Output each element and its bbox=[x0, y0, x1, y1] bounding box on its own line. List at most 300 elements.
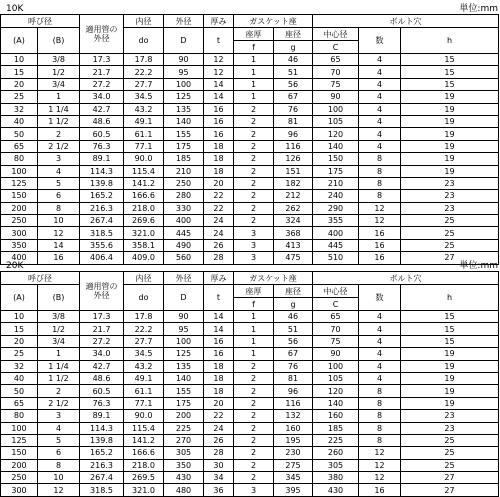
cell-f: 3 bbox=[234, 484, 274, 496]
cell-t: 20 bbox=[204, 397, 234, 409]
cell-c: 400 bbox=[313, 227, 359, 239]
cell-f: 2 bbox=[234, 410, 274, 422]
cell-h: 19 bbox=[401, 348, 499, 360]
cell-f: 1 bbox=[234, 91, 274, 103]
cell-t: 22 bbox=[204, 190, 234, 202]
cell-a: 40 bbox=[1, 115, 38, 127]
cell-a: 150 bbox=[1, 447, 38, 459]
cell-t: 18 bbox=[204, 153, 234, 165]
cell-h: 15 bbox=[401, 54, 499, 66]
cell-c: 100 bbox=[313, 360, 359, 372]
cell-b: 14 bbox=[38, 239, 80, 251]
cell-h: 25 bbox=[401, 434, 499, 446]
cell-t: 18 bbox=[204, 165, 234, 177]
table-row bbox=[1, 103, 499, 115]
cell-b: 1/2 bbox=[38, 323, 80, 335]
cell-c: 185 bbox=[313, 422, 359, 434]
cell-d: 135 bbox=[164, 103, 204, 115]
col-outer-diameter: 外径 bbox=[164, 272, 204, 285]
cell-h: 23 bbox=[401, 202, 499, 214]
cell-d: 140 bbox=[164, 115, 204, 127]
cell-pipe-od: 267.4 bbox=[80, 215, 124, 227]
cell-d: 185 bbox=[164, 153, 204, 165]
cell-d: 225 bbox=[164, 422, 204, 434]
cell-do: 17.8 bbox=[124, 54, 164, 66]
cell-b: 1 1/2 bbox=[38, 372, 80, 384]
cell-pipe-od: 48.6 bbox=[80, 372, 124, 384]
table-row bbox=[1, 140, 499, 152]
table-row bbox=[1, 472, 499, 484]
cell-g: 413 bbox=[274, 239, 313, 251]
col-do: do bbox=[124, 28, 164, 54]
cell-count: 4 bbox=[359, 348, 401, 360]
cell-c: 75 bbox=[313, 78, 359, 90]
cell-pipe-od: 17.3 bbox=[80, 311, 124, 323]
cell-do: 115.4 bbox=[124, 422, 164, 434]
cell-a: 300 bbox=[1, 227, 38, 239]
cell-pipe-od: 89.1 bbox=[80, 153, 124, 165]
cell-b: 1 bbox=[38, 348, 80, 360]
cell-do: 77.1 bbox=[124, 140, 164, 152]
cell-b: 1 1/2 bbox=[38, 115, 80, 127]
cell-do: 61.1 bbox=[124, 385, 164, 397]
col-f: f bbox=[234, 298, 274, 311]
cell-g: 116 bbox=[274, 397, 313, 409]
cell-f: 1 bbox=[234, 311, 274, 323]
col-count: 数 bbox=[359, 285, 401, 311]
cell-c: 150 bbox=[313, 153, 359, 165]
cell-b: 3/4 bbox=[38, 335, 80, 347]
cell-pipe-od: 34.0 bbox=[80, 91, 124, 103]
cell-h: 19 bbox=[401, 128, 499, 140]
col-gasket-seat: ガスケット座 bbox=[234, 272, 313, 285]
cell-b: 2 bbox=[38, 128, 80, 140]
cell-d: 305 bbox=[164, 447, 204, 459]
cell-h: 19 bbox=[401, 91, 499, 103]
cell-f: 2 bbox=[234, 434, 274, 446]
table-row bbox=[1, 153, 499, 165]
cell-g: 212 bbox=[274, 190, 313, 202]
cell-f: 3 bbox=[234, 239, 274, 251]
cell-pipe-od: 17.3 bbox=[80, 54, 124, 66]
table-row bbox=[1, 252, 499, 264]
cell-do: 22.2 bbox=[124, 66, 164, 78]
cell-a: 200 bbox=[1, 459, 38, 471]
cell-b: 10 bbox=[38, 472, 80, 484]
cell-g: 262 bbox=[274, 202, 313, 214]
cell-count: 8 bbox=[359, 434, 401, 446]
cell-g: 46 bbox=[274, 311, 313, 323]
cell-count: 16 bbox=[359, 227, 401, 239]
cell-f: 2 bbox=[234, 177, 274, 189]
cell-f: 3 bbox=[234, 252, 274, 264]
cell-g: 275 bbox=[274, 459, 313, 471]
cell-t: 36 bbox=[204, 484, 234, 496]
col-c: C bbox=[313, 298, 359, 311]
flange-spec-table bbox=[0, 14, 499, 265]
cell-do: 90.0 bbox=[124, 410, 164, 422]
cell-h: 27 bbox=[401, 472, 499, 484]
table-row bbox=[1, 323, 499, 335]
cell-do: 49.1 bbox=[124, 372, 164, 384]
cell-a: 100 bbox=[1, 165, 38, 177]
cell-count: 16 bbox=[359, 239, 401, 251]
cell-pipe-od: 42.7 bbox=[80, 360, 124, 372]
cell-h: 19 bbox=[401, 372, 499, 384]
cell-a: 15 bbox=[1, 323, 38, 335]
cell-t: 14 bbox=[204, 91, 234, 103]
cell-h: 23 bbox=[401, 190, 499, 202]
cell-b: 12 bbox=[38, 484, 80, 496]
cell-g: 51 bbox=[274, 323, 313, 335]
cell-do: 34.5 bbox=[124, 91, 164, 103]
cell-a: 80 bbox=[1, 410, 38, 422]
cell-b: 6 bbox=[38, 447, 80, 459]
cell-b: 5 bbox=[38, 177, 80, 189]
col-a: (A) bbox=[1, 28, 38, 54]
cell-count: 8 bbox=[359, 410, 401, 422]
cell-do: 43.2 bbox=[124, 103, 164, 115]
cell-d: 330 bbox=[164, 202, 204, 214]
cell-count: 8 bbox=[359, 422, 401, 434]
cell-f: 1 bbox=[234, 54, 274, 66]
cell-a: 32 bbox=[1, 360, 38, 372]
cell-d: 200 bbox=[164, 410, 204, 422]
cell-do: 166.6 bbox=[124, 190, 164, 202]
cell-h: 25 bbox=[401, 215, 499, 227]
cell-pipe-od: 165.2 bbox=[80, 190, 124, 202]
cell-d: 250 bbox=[164, 177, 204, 189]
cell-do: 166.6 bbox=[124, 447, 164, 459]
col-inner-diameter: 内径 bbox=[124, 15, 164, 28]
cell-do: 269.6 bbox=[124, 215, 164, 227]
cell-g: 46 bbox=[274, 54, 313, 66]
cell-h: 19 bbox=[401, 360, 499, 372]
cell-a: 80 bbox=[1, 153, 38, 165]
col-outer-diameter: 外径 bbox=[164, 15, 204, 28]
cell-t: 16 bbox=[204, 348, 234, 360]
cell-pipe-od: 318.5 bbox=[80, 484, 124, 496]
cell-a: 20 bbox=[1, 335, 38, 347]
cell-pipe-od: 48.6 bbox=[80, 115, 124, 127]
cell-c: 445 bbox=[313, 239, 359, 251]
cell-do: 43.2 bbox=[124, 360, 164, 372]
cell-h: 19 bbox=[401, 397, 499, 409]
cell-a: 25 bbox=[1, 91, 38, 103]
cell-a: 350 bbox=[1, 239, 38, 251]
cell-g: 81 bbox=[274, 372, 313, 384]
cell-b: 3/8 bbox=[38, 311, 80, 323]
col-seat-diameter: 座径 bbox=[274, 28, 313, 41]
cell-g: 475 bbox=[274, 252, 313, 264]
table-row bbox=[1, 165, 499, 177]
table-row bbox=[1, 91, 499, 103]
cell-do: 321.0 bbox=[124, 227, 164, 239]
cell-do: 115.4 bbox=[124, 165, 164, 177]
cell-c: 65 bbox=[313, 311, 359, 323]
cell-count: 8 bbox=[359, 397, 401, 409]
table-row bbox=[1, 434, 499, 446]
cell-count: 8 bbox=[359, 165, 401, 177]
cell-g: 160 bbox=[274, 422, 313, 434]
cell-c: 210 bbox=[313, 177, 359, 189]
cell-h: 15 bbox=[401, 323, 499, 335]
cell-f: 2 bbox=[234, 472, 274, 484]
cell-d: 350 bbox=[164, 459, 204, 471]
col-bolt-hole: ボルト穴 bbox=[313, 272, 499, 285]
cell-pipe-od: 42.7 bbox=[80, 103, 124, 115]
col-pipe-od-label: 適用管の外径 bbox=[85, 25, 118, 43]
col-thickness: 厚み bbox=[204, 15, 234, 28]
cell-f: 2 bbox=[234, 153, 274, 165]
cell-g: 324 bbox=[274, 215, 313, 227]
cell-count: 4 bbox=[359, 103, 401, 115]
cell-d: 480 bbox=[164, 484, 204, 496]
cell-g: 116 bbox=[274, 140, 313, 152]
cell-count: 16 bbox=[359, 252, 401, 264]
cell-d: 90 bbox=[164, 311, 204, 323]
cell-a: 300 bbox=[1, 484, 38, 496]
cell-pipe-od: 165.2 bbox=[80, 447, 124, 459]
cell-b: 12 bbox=[38, 227, 80, 239]
cell-a: 50 bbox=[1, 128, 38, 140]
cell-b: 3 bbox=[38, 153, 80, 165]
cell-do: 269.5 bbox=[124, 472, 164, 484]
cell-h: 23 bbox=[401, 410, 499, 422]
cell-g: 96 bbox=[274, 128, 313, 140]
unit-label: 単位:mm bbox=[459, 4, 498, 14]
cell-g: 126 bbox=[274, 153, 313, 165]
cell-c: 430 bbox=[313, 484, 359, 496]
cell-h: 15 bbox=[401, 78, 499, 90]
cell-pipe-od: 60.5 bbox=[80, 128, 124, 140]
cell-d: 95 bbox=[164, 66, 204, 78]
cell-t: 24 bbox=[204, 227, 234, 239]
cell-t: 12 bbox=[204, 54, 234, 66]
cell-pipe-od: 267.4 bbox=[80, 472, 124, 484]
cell-count: 4 bbox=[359, 115, 401, 127]
cell-t: 18 bbox=[204, 140, 234, 152]
cell-count: 4 bbox=[359, 372, 401, 384]
cell-b: 4 bbox=[38, 422, 80, 434]
cell-c: 105 bbox=[313, 372, 359, 384]
cell-a: 10 bbox=[1, 311, 38, 323]
cell-count: 8 bbox=[359, 385, 401, 397]
cell-b: 3/8 bbox=[38, 54, 80, 66]
cell-b: 1/2 bbox=[38, 66, 80, 78]
table-row bbox=[1, 484, 499, 496]
cell-t: 26 bbox=[204, 434, 234, 446]
cell-do: 17.8 bbox=[124, 311, 164, 323]
cell-g: 195 bbox=[274, 434, 313, 446]
cell-t: 20 bbox=[204, 177, 234, 189]
cell-c: 90 bbox=[313, 91, 359, 103]
table-row bbox=[1, 190, 499, 202]
cell-h: 15 bbox=[401, 311, 499, 323]
cell-f: 2 bbox=[234, 165, 274, 177]
cell-c: 75 bbox=[313, 335, 359, 347]
section-title: 10K bbox=[6, 4, 24, 14]
table-row bbox=[1, 385, 499, 397]
col-b: (B) bbox=[38, 285, 80, 311]
cell-f: 2 bbox=[234, 459, 274, 471]
cell-d: 155 bbox=[164, 385, 204, 397]
cell-f: 2 bbox=[234, 372, 274, 384]
cell-c: 225 bbox=[313, 434, 359, 446]
cell-pipe-od: 114.3 bbox=[80, 165, 124, 177]
cell-do: 141.2 bbox=[124, 434, 164, 446]
cell-d: 95 bbox=[164, 323, 204, 335]
cell-h: 19 bbox=[401, 140, 499, 152]
cell-c: 70 bbox=[313, 66, 359, 78]
cell-h: 19 bbox=[401, 115, 499, 127]
cell-h: 15 bbox=[401, 66, 499, 78]
cell-c: 160 bbox=[313, 410, 359, 422]
cell-a: 100 bbox=[1, 422, 38, 434]
cell-pipe-od: 76.3 bbox=[80, 140, 124, 152]
cell-h: 25 bbox=[401, 447, 499, 459]
cell-h: 25 bbox=[401, 227, 499, 239]
cell-f: 3 bbox=[234, 227, 274, 239]
cell-h: 23 bbox=[401, 177, 499, 189]
col-t: t bbox=[204, 285, 234, 311]
col-f: f bbox=[234, 41, 274, 54]
cell-g: 76 bbox=[274, 360, 313, 372]
cell-g: 132 bbox=[274, 410, 313, 422]
cell-pipe-od: 27.2 bbox=[80, 78, 124, 90]
cell-b: 4 bbox=[38, 165, 80, 177]
cell-b: 1 bbox=[38, 91, 80, 103]
cell-c: 175 bbox=[313, 165, 359, 177]
col-pcd: 中心径 bbox=[313, 28, 359, 41]
cell-b: 6 bbox=[38, 190, 80, 202]
unit-label: 単位:mm bbox=[459, 261, 498, 271]
cell-g: 67 bbox=[274, 348, 313, 360]
cell-g: 96 bbox=[274, 385, 313, 397]
cell-d: 175 bbox=[164, 397, 204, 409]
table-body bbox=[1, 311, 499, 497]
cell-b: 3/4 bbox=[38, 78, 80, 90]
cell-count: 4 bbox=[359, 91, 401, 103]
cell-do: 218.0 bbox=[124, 459, 164, 471]
cell-count: 4 bbox=[359, 128, 401, 140]
cell-t: 26 bbox=[204, 239, 234, 251]
cell-g: 345 bbox=[274, 472, 313, 484]
col-bolt-hole: ボルト穴 bbox=[313, 15, 499, 28]
cell-b: 2 bbox=[38, 385, 80, 397]
col-d: D bbox=[164, 28, 204, 54]
cell-c: 260 bbox=[313, 447, 359, 459]
cell-c: 140 bbox=[313, 397, 359, 409]
cell-do: 34.5 bbox=[124, 348, 164, 360]
cell-t: 14 bbox=[204, 78, 234, 90]
table-row bbox=[1, 348, 499, 360]
table-row bbox=[1, 128, 499, 140]
col-inner-diameter: 内径 bbox=[124, 272, 164, 285]
cell-t: 24 bbox=[204, 422, 234, 434]
cell-f: 2 bbox=[234, 422, 274, 434]
cell-f: 2 bbox=[234, 360, 274, 372]
col-gasket-seat: ガスケット座 bbox=[234, 15, 313, 28]
cell-d: 400 bbox=[164, 215, 204, 227]
cell-pipe-od: 34.0 bbox=[80, 348, 124, 360]
table-row bbox=[1, 397, 499, 409]
cell-h: 27 bbox=[401, 484, 499, 496]
cell-d: 280 bbox=[164, 190, 204, 202]
cell-h: 23 bbox=[401, 422, 499, 434]
cell-g: 51 bbox=[274, 66, 313, 78]
col-d: D bbox=[164, 285, 204, 311]
cell-c: 65 bbox=[313, 54, 359, 66]
cell-a: 50 bbox=[1, 385, 38, 397]
cell-count: 8 bbox=[359, 153, 401, 165]
cell-t: 16 bbox=[204, 128, 234, 140]
cell-d: 155 bbox=[164, 128, 204, 140]
cell-c: 100 bbox=[313, 103, 359, 115]
cell-do: 218.0 bbox=[124, 202, 164, 214]
cell-b: 3 bbox=[38, 410, 80, 422]
cell-c: 120 bbox=[313, 385, 359, 397]
cell-t: 30 bbox=[204, 459, 234, 471]
cell-a: 25 bbox=[1, 348, 38, 360]
col-pcd: 中心径 bbox=[313, 285, 359, 298]
cell-f: 1 bbox=[234, 348, 274, 360]
cell-count: 4 bbox=[359, 311, 401, 323]
cell-pipe-od: 27.2 bbox=[80, 335, 124, 347]
cell-do: 141.2 bbox=[124, 177, 164, 189]
cell-pipe-od: 21.7 bbox=[80, 323, 124, 335]
table-row bbox=[1, 360, 499, 372]
cell-f: 2 bbox=[234, 140, 274, 152]
cell-do: 27.7 bbox=[124, 78, 164, 90]
cell-f: 1 bbox=[234, 323, 274, 335]
cell-h: 19 bbox=[401, 385, 499, 397]
table-row bbox=[1, 410, 499, 422]
table-row bbox=[1, 78, 499, 90]
col-seat-thickness: 座厚 bbox=[234, 28, 274, 41]
cell-b: 2 1/2 bbox=[38, 397, 80, 409]
cell-f: 2 bbox=[234, 215, 274, 227]
cell-count: 12 bbox=[359, 202, 401, 214]
cell-count: 12 bbox=[359, 215, 401, 227]
cell-h: 25 bbox=[401, 239, 499, 251]
col-seat-diameter: 座径 bbox=[274, 285, 313, 298]
cell-t: 18 bbox=[204, 360, 234, 372]
cell-c: 140 bbox=[313, 140, 359, 152]
col-pipe-od-label: 適用管の外径 bbox=[85, 282, 118, 300]
cell-do: 22.2 bbox=[124, 323, 164, 335]
cell-count: 4 bbox=[359, 140, 401, 152]
cell-t: 12 bbox=[204, 66, 234, 78]
cell-pipe-od: 139.8 bbox=[80, 177, 124, 189]
table-row bbox=[1, 459, 499, 471]
cell-count: 4 bbox=[359, 360, 401, 372]
cell-count: 4 bbox=[359, 66, 401, 78]
cell-count: 12 bbox=[359, 472, 401, 484]
cell-count: 12 bbox=[359, 459, 401, 471]
table-row bbox=[1, 115, 499, 127]
cell-d: 560 bbox=[164, 252, 204, 264]
col-seat-thickness: 座厚 bbox=[234, 285, 274, 298]
cell-g: 67 bbox=[274, 91, 313, 103]
cell-a: 200 bbox=[1, 202, 38, 214]
col-b: (B) bbox=[38, 28, 80, 54]
cell-h: 27 bbox=[401, 252, 499, 264]
cell-f: 2 bbox=[234, 385, 274, 397]
col-a: (A) bbox=[1, 285, 38, 311]
cell-do: 27.7 bbox=[124, 335, 164, 347]
col-pipe-od bbox=[80, 15, 124, 54]
